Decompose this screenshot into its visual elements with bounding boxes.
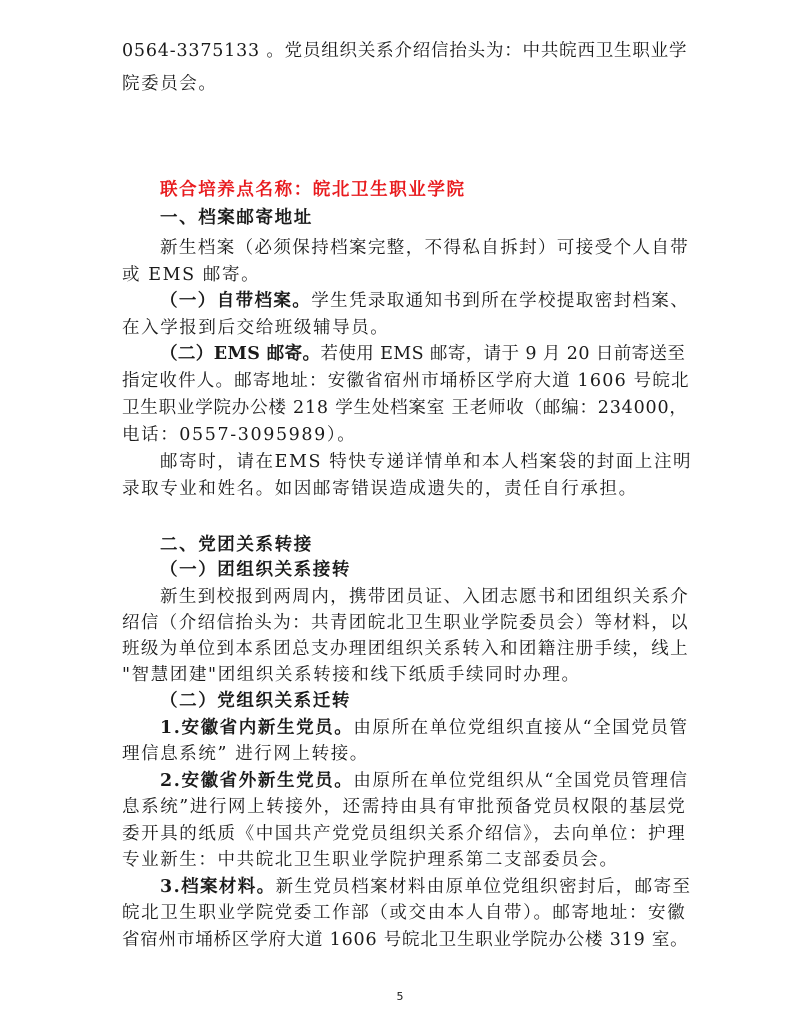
league-line-3: 班级为单位到本系团总支办理团组织关系转入和团籍注册手续，线上	[122, 639, 689, 659]
page-number: 5	[396, 990, 404, 1003]
out-province-line-1	[160, 768, 689, 794]
party-transfer-heading: （二）党组织关系迁转	[160, 691, 351, 711]
mail-note-line-2: 录取专业和姓名。如因邮寄错误造成遗失的，责任自行承担。	[122, 479, 638, 499]
ems-line-2: 指定收件人。邮寄地址：安徽省宿州市埇桥区学府大道 1606 号皖北	[122, 371, 690, 391]
league-heading: （一）团组织关系接转	[160, 560, 351, 580]
out-province-line-2: 息系统”进行网上转接外，还需持由具有审批预备党员权限的基层党	[122, 797, 687, 817]
archive-para-line-1: 新生档案（必须保持档案完整，不得私自拆封）可接受个人自带	[160, 238, 690, 258]
ems-line-3: 卫生职业学院办公楼 218 学生处档案室 王老师收（邮编：234000，	[122, 398, 688, 418]
ems-line-1	[160, 341, 685, 367]
party-heading: 二、党团关系转接	[160, 535, 313, 555]
in-province-line-2: 理信息系统” 进行网上转接。	[122, 744, 369, 764]
in-province-text: 由原所在单位党组织直接从“全国党员管	[353, 718, 689, 738]
ems-label: （二）EMS 邮寄。	[160, 344, 321, 364]
materials-line-2: 皖北卫生职业学院党委工作部（或交由本人自带）。邮寄地址：安徽	[122, 903, 687, 923]
in-province-line-1	[160, 715, 689, 741]
out-province-line-3: 委开具的纸质《中国共产党党员组织关系介绍信》，去向单位：护理	[122, 824, 687, 844]
self-carry-line-1	[160, 288, 689, 314]
archive-heading: 一、档案邮寄地址	[160, 208, 313, 228]
in-province-label: 1.安徽省内新生党员。	[160, 718, 354, 738]
out-province-text: 由原所在单位党组织从“全国党员管理信	[353, 771, 689, 791]
self-carry-text: 学生凭录取通知书到所在学校提取密封档案、	[311, 291, 690, 311]
materials-line-1	[160, 874, 691, 900]
ems-text: 若使用 EMS 邮寄，请于 9 月 20 日前寄送至	[320, 344, 686, 364]
out-province-label: 2.安徽省外新生党员。	[160, 771, 354, 791]
materials-label: 3.档案材料。	[160, 877, 276, 897]
self-carry-label: （一）自带档案。	[160, 291, 312, 311]
mail-note-line-1: 邮寄时，请在EMS 特快专递详情单和本人档案袋的封面上注明	[160, 452, 693, 472]
intro-line-1: 0564-3375133 。党员组织关系介绍信抬头为：中共皖西卫生职业学	[122, 41, 688, 61]
school-title: 联合培养点名称：皖北卫生职业学院	[160, 180, 466, 200]
self-carry-line-2: 在入学报到后交给班级辅导员。	[122, 318, 390, 338]
materials-line-3: 省宿州市埇桥区学府大道 1606 号皖北卫生职业学院办公楼 319 室。	[122, 930, 689, 950]
league-line-2: 绍信（介绍信抬头为：共青团皖北卫生职业学院委员会）等材料，以	[122, 613, 689, 633]
league-line-1: 新生到校报到两周内，携带团员证、入团志愿书和团组织关系介	[160, 587, 690, 607]
league-line-4: "智慧团建"团组织关系转接和线下纸质手续同时办理。	[122, 665, 581, 685]
intro-line-2: 院委员会。	[122, 74, 218, 94]
archive-para-line-2: 或 EMS 邮寄。	[122, 265, 261, 285]
materials-text: 新生党员档案材料由原单位党组织密封后，邮寄至	[275, 877, 692, 897]
out-province-line-4: 专业新生：中共皖北卫生职业学院护理系第二支部委员会。	[122, 850, 619, 870]
ems-line-4: 电话：0557-3095989）。	[122, 425, 357, 445]
